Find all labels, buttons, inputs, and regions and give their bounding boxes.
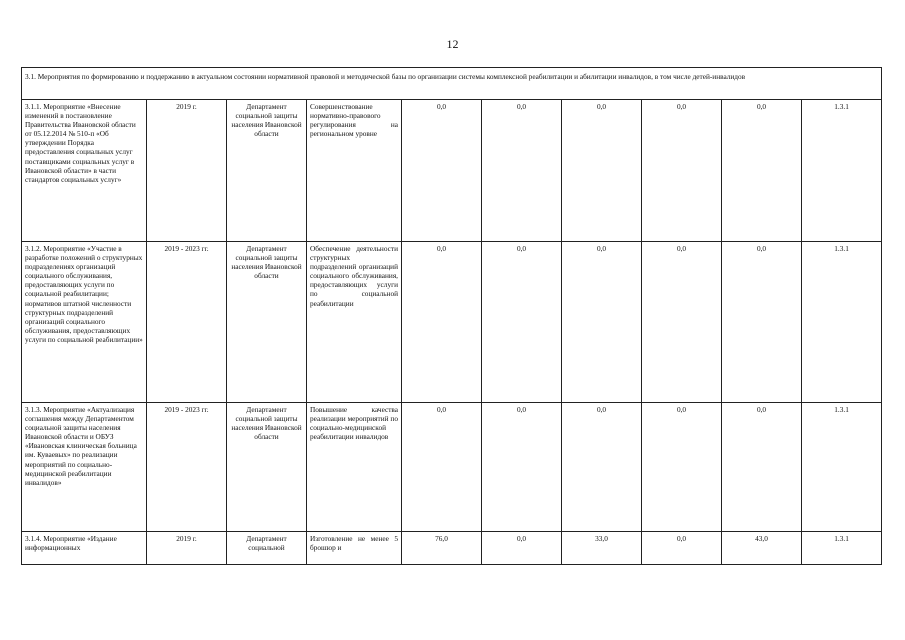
value-cell: 0,0	[642, 403, 722, 532]
measure-executor: Департамент социальной защиты населения Ивановской области	[227, 100, 307, 242]
value-cell: 0,0	[722, 403, 802, 532]
value-cell: 33,0	[562, 532, 642, 565]
value-cell: 0,0	[402, 100, 482, 242]
value-cell: 0,0	[482, 100, 562, 242]
section-row	[22, 68, 882, 100]
value-cell: 0,0	[562, 242, 642, 403]
table-row	[22, 532, 882, 565]
measure-executor: Департамент социальной	[227, 532, 307, 565]
indicator-code: 1.3.1	[802, 403, 882, 532]
measure-result: Повышение качества реализации мероприятий по социально-медицинской реабилитации инвалидов	[307, 403, 402, 532]
page-number: 12	[446, 37, 459, 51]
measure-executor: Департамент социальной защиты населения Ивановской области	[227, 242, 307, 403]
measure-result: Изготовление не менее 5 брошюр и	[307, 532, 402, 565]
measure-name: 3.1.4. Мероприятие «Издание информационных	[22, 532, 147, 565]
value-cell: 0,0	[722, 100, 802, 242]
indicator-code: 1.3.1	[802, 242, 882, 403]
measure-result: Совершенствование нормативно-правового регулирования на региональном уровне	[307, 100, 402, 242]
value-cell: 0,0	[642, 242, 722, 403]
value-cell: 0,0	[482, 532, 562, 565]
value-cell: 0,0	[402, 242, 482, 403]
section-heading: 3.1. Мероприятия по формированию и поддержанию в актуальном состоянии нормативной правовой и методической базы по организации системы комплексной реабилитации и абилитации инвалидов, в том числе детей-инвалидов	[22, 68, 882, 100]
value-cell: 0,0	[562, 403, 642, 532]
table-row	[22, 100, 882, 242]
value-cell: 0,0	[722, 242, 802, 403]
value-cell: 76,0	[402, 532, 482, 565]
measure-period: 2019 - 2023 гг.	[147, 403, 227, 532]
measure-executor: Департамент социальной защиты населения Ивановской области	[227, 403, 307, 532]
value-cell: 0,0	[642, 100, 722, 242]
measure-period: 2019 г.	[147, 100, 227, 242]
measure-period: 2019 г.	[147, 532, 227, 565]
measure-period: 2019 - 2023 гг.	[147, 242, 227, 403]
value-cell: 0,0	[482, 242, 562, 403]
measure-name: 3.1.1. Мероприятие «Внесение изменений в постановление Правительства Ивановской области от 05.12.2014 № 510-п «Об утверждении Порядка предоставления социальных услуг поставщиками социальных услуг в Ивановской области» в части стандартов социальных услуг»	[22, 100, 147, 242]
measure-result: Обеспечение деятельности структурных подразделений организаций социального обслуживания, предоставляющих услуги по социальной реабилитации	[307, 242, 402, 403]
measure-name: 3.1.2. Мероприятие «Участие в разработке положений о структурных подразделениях организаций социального обслуживания, предоставляющих услуги по социальной реабилитации; нормативов штатной численности структурных подразделений организаций социального обслуживания, предоставляющих услуги по социальной реабилитации»	[22, 242, 147, 403]
value-cell: 0,0	[482, 403, 562, 532]
value-cell: 43,0	[722, 532, 802, 565]
value-cell: 0,0	[642, 532, 722, 565]
measure-name: 3.1.3. Мероприятие «Актуализация соглашения между Департаментом социальной защиты населения Ивановской области и ОБУЗ «Ивановская клиническая больница им. Куваевых» по реализации мероприятий по социально-медицинской реабилитации инвалидов»	[22, 403, 147, 532]
value-cell: 0,0	[562, 100, 642, 242]
indicator-code: 1.3.1	[802, 100, 882, 242]
indicator-code: 1.3.1	[802, 532, 882, 565]
table-row	[22, 242, 882, 403]
measures-table	[21, 67, 882, 565]
table-row	[22, 403, 882, 532]
value-cell: 0,0	[402, 403, 482, 532]
